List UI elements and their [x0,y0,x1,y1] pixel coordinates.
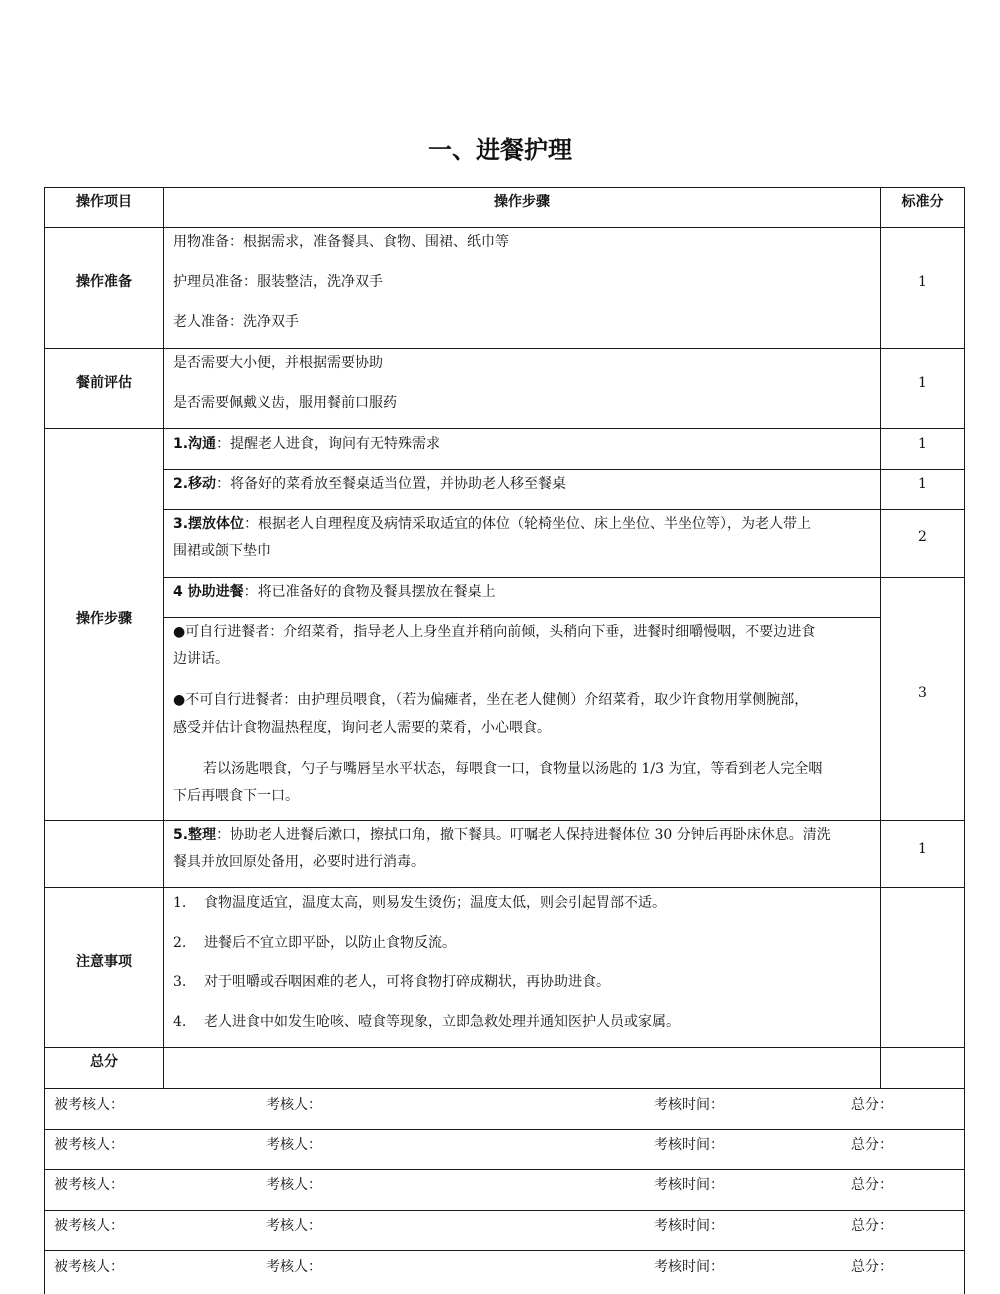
note-text: 对于咀嚼或吞咽困难的老人，可将食物打碎成糊状，再协助进食。 [204,974,610,990]
table-rule [44,428,965,429]
table-rule [44,820,965,821]
table-rule [44,1047,965,1048]
prep-score: 1 [918,274,927,290]
assess-line: 是否需要佩戴义齿，服用餐前口服药 [173,395,397,411]
examiner-label: 考核人： [266,1218,322,1234]
step-3-line2: 围裙或颌下垫巾 [173,543,271,559]
examiner-label: 考核人： [266,1137,322,1153]
examinee-label: 被考核人： [54,1137,124,1153]
step-5-text: ：协助老人进餐后漱口，擦拭口角，撤下餐具。叮嘱老人保持进餐体位 30 分钟后再卧床休息。清洗 [216,827,831,843]
table-col-divider [880,187,881,1089]
prep-line: 用物准备：根据需求，准备餐具、食物、围裙、纸巾等 [173,234,509,250]
note-text: 老人进食中如发生呛咳、噎食等现象，立即急救处理并通知医护人员或家属。 [204,1014,680,1030]
exam-time-label: 考核时间： [654,1218,724,1234]
note-text: 进餐后不宜立即平卧，以防止食物反流。 [204,935,456,951]
step-5-score: 1 [918,841,927,857]
table-rule [44,1169,965,1170]
step-2 [173,474,878,494]
note-text: 食物温度适宜，温度太高，则易发生烫伤；温度太低，则会引起胃部不适。 [204,895,666,911]
step-4-self-line2: 边讲话。 [173,651,229,667]
step-1 [173,434,878,454]
total-score-label: 总分： [851,1218,893,1234]
step-4-text: ：将已准备好的食物及餐具摆放在餐桌上 [243,584,496,600]
examinee-label: 被考核人： [54,1218,124,1234]
table-rule [44,887,965,888]
step-3-text: ：根据老人自理程度及病情采取适宜的体位（轮椅坐位、床上坐位、半坐位等），为老人带上 [244,516,812,532]
examinee-label: 被考核人： [54,1097,124,1113]
total-score-label: 总分： [851,1137,893,1153]
examinee-label: 被考核人： [54,1177,124,1193]
header-steps: 操作步骤 [494,194,550,210]
step-3-label: 3.摆放体位 [173,516,245,532]
header-score: 标准分 [901,194,944,210]
table-rule [44,1210,965,1211]
table-rule [163,577,965,578]
step-2-text: ：将备好的菜肴放至餐桌适当位置，并协助老人移至餐桌 [216,476,567,492]
total-label: 总分 [90,1054,118,1070]
table-rule [44,187,965,188]
step-2-label: 2.移动 [173,476,217,492]
step-2-score: 1 [918,476,927,492]
table-rule [44,348,965,349]
total-score-label: 总分： [851,1097,893,1113]
step-4-score: 3 [918,685,927,701]
table-rule [44,1129,965,1130]
assess-score: 1 [918,375,927,391]
step-1-text: ：提醒老人进食，询问有无特殊需求 [216,436,441,452]
step-3-score: 2 [918,529,927,545]
note-num: 4. [173,1014,187,1030]
table-rule [44,227,965,228]
table-rule [44,1088,965,1089]
assess-line: 是否需要大小便，并根据需要协助 [173,355,383,371]
examiner-label: 考核人： [266,1259,322,1275]
step-5-line2: 餐具并放回原处备用，必要时进行消毒。 [173,854,425,870]
step-4-spoon-line1: 若以汤匙喂食，勺子与嘴唇呈水平状态，每喂食一口，食物量以汤匙的 1/3 为宜，等看到老人完全咽 [203,761,823,777]
step-1-label: 1.沟通 [173,436,217,452]
step-4-spoon-line2: 下后再喂食下一口。 [173,788,299,804]
table-rule [44,1250,965,1251]
exam-time-label: 考核时间： [654,1259,724,1275]
table-border-right [964,187,965,1294]
examiner-label: 考核人： [266,1177,322,1193]
table-rule [163,509,965,510]
step-4-label: 4 协助进餐 [173,584,244,600]
table-border-left [44,187,45,1294]
table-rule [163,617,881,618]
total-score-label: 总分： [851,1259,893,1275]
note-num: 3. [173,974,187,990]
step-4-self-line1: ●可自行进餐者：介绍菜肴，指导老人上身坐直并稍向前倾，头稍向下垂，进餐时细嚼慢咽，不要边进食 [173,624,816,640]
exam-time-label: 考核时间： [654,1097,724,1113]
table-rule [163,469,965,470]
exam-time-label: 考核时间： [654,1137,724,1153]
step-5-label: 5.整理 [173,827,217,843]
prep-line: 老人准备：洗净双手 [173,314,299,330]
note-num: 1. [173,895,187,911]
steps-label: 操作步骤 [76,611,132,627]
examinee-label: 被考核人： [54,1259,124,1275]
assess-label: 餐前评估 [76,375,132,391]
step-4-assist-line2: 感受并估计食物温热程度，询问老人需要的菜肴，小心喂食。 [173,720,551,736]
examiner-label: 考核人： [266,1097,322,1113]
exam-time-label: 考核时间： [654,1177,724,1193]
note-num: 2. [173,935,187,951]
header-item: 操作项目 [76,194,132,210]
step-1-score: 1 [918,436,927,452]
prep-label: 操作准备 [76,274,132,290]
prep-line: 护理员准备：服装整洁，洗净双手 [173,274,383,290]
total-score-label: 总分： [851,1177,893,1193]
step-3 [173,514,878,534]
step-4 [173,582,878,602]
step-4-assist-line1: ●不可自行进餐者：由护理员喂食，（若为偏瘫者，坐在老人健侧）介绍菜肴，取少许食物用掌侧腕部， [173,692,809,708]
step-5 [173,825,878,845]
notes-label: 注意事项 [76,954,132,970]
page-title: 一、进餐护理 [428,136,572,164]
